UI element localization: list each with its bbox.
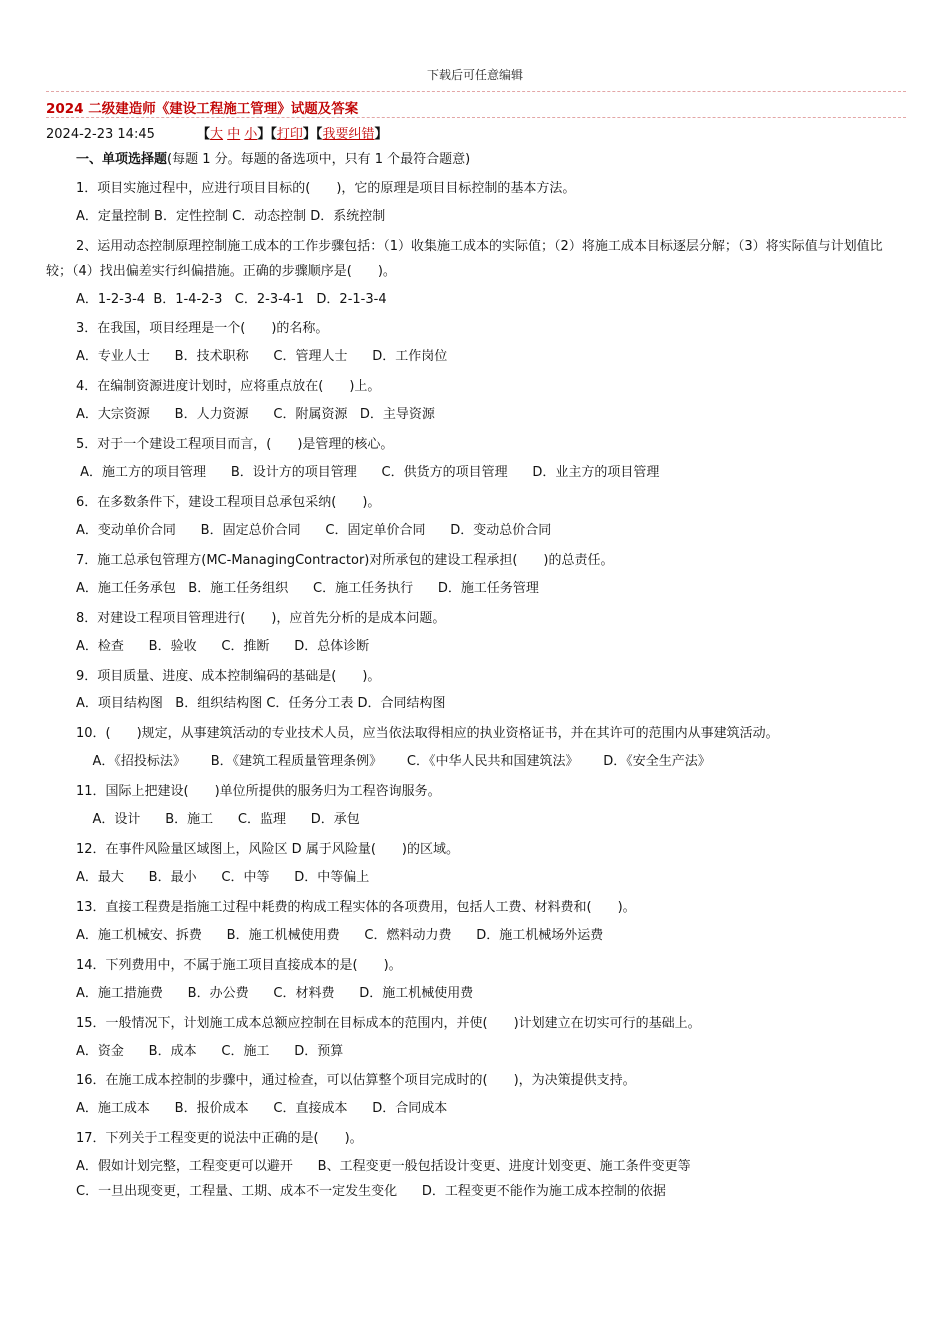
question-stem: 6．在多数条件下，建设工程项目总承包采纳( )。	[76, 495, 381, 510]
question-options: A．施工方的项目管理 B．设计方的项目管理 C．供货方的项目管理 D．业主方的项目管理	[76, 465, 660, 480]
page-header-note: 下载后可任意编辑	[426, 68, 523, 82]
dashed-divider	[46, 91, 906, 92]
print-link[interactable]: 打印	[276, 127, 303, 142]
question-options: A．专业人士 B．技术职称 C．管理人士 D．工作岗位	[76, 349, 448, 364]
meta-line: 2024-2-23 14:45 【大 中 小】【打印】【我要纠错】	[46, 127, 388, 142]
question-options: A．资金 B．成本 C．施工 D．预算	[76, 1044, 344, 1059]
question-stem: 3．在我国，项目经理是一个( )的名称。	[76, 321, 329, 336]
question-options: A．设计 B．施工 C．监理 D．承包	[76, 812, 360, 827]
question-options: A．变动单价合同 B．固定总价合同 C．固定单价合同 D．变动总价合同	[76, 523, 552, 538]
question-stem: 16．在施工成本控制的步骤中，通过检查，可以估算整个项目完成时的( )，为决策提供支持。	[76, 1073, 636, 1088]
question-options: A．施工成本 B．报价成本 C．直接成本 D．合同成本	[76, 1101, 448, 1116]
question-options: A．大宗资源 B．人力资源 C．附属资源 D．主导资源	[76, 407, 435, 422]
question-options: A．1-2-3-4 B．1-4-2-3 C．2-3-4-1 D．2-1-3-4	[76, 292, 387, 307]
question-options: A．项目结构图 B．组织结构图 C．任务分工表 D．合同结构图	[76, 696, 446, 711]
question-options: A．施工措施费 B．办公费 C．材料费 D．施工机械使用费	[76, 986, 474, 1001]
question-options: A．检查 B．验收 C．推断 D．总体诊断	[76, 639, 370, 654]
question-options: A．假如计划完整，工程变更可以避开 B、工程变更一般包括设计变更、进度计划变更、施工条件变更等	[76, 1159, 691, 1174]
question-stem: 1．项目实施过程中，应进行项目目标的( )，它的原理是项目目标控制的基本方法。	[76, 181, 576, 196]
question-options: A．施工任务承包 B．施工任务组织 C．施工任务执行 D．施工任务管理	[76, 581, 539, 596]
question-stem: 7．施工总承包管理方(MC-ManagingContractor)对所承包的建设工程承担( )的总责任。	[76, 553, 614, 568]
question-options: C．一旦出现变更，工程量、工期、成本不一定发生变化 D．工程变更不能作为施工成本控制的依据	[76, 1184, 666, 1199]
question-stem: 5．对于一个建设工程项目而言，( )是管理的核心。	[76, 437, 394, 452]
document-title: 2024 二级建造师《建设工程施工管理》试题及答案	[46, 101, 359, 117]
question-options: A．最大 B．最小 C．中等 D．中等偏上	[76, 870, 370, 885]
question-options: A．施工机械安、拆费 B．施工机械使用费 C．燃料动力费 D．施工机械场外运费	[76, 928, 604, 943]
section-heading	[76, 148, 470, 167]
question-stem: 4．在编制资源进度计划时，应将重点放在( )上。	[76, 379, 381, 394]
question-stem: 2、运用动态控制原理控制施工成本的工作步骤包括：（1）收集施工成本的实际值；（2）将施工成本目标逐层分解；（3）将实际值与计划值比较；（4）找出偏差实行纠偏措施。正确的步骤顺序是( )。	[46, 239, 883, 279]
section-note: (每题 1 分。每题的备选项中，只有 1 个最符合题意)	[167, 152, 471, 167]
question-stem: 13．直接工程费是指施工过程中耗费的构成工程实体的各项费用，包括人工费、材料费和( )。	[76, 900, 636, 915]
question-stem: 12．在事件风险量区域图上，风险区 D 属于风险量( )的区域。	[76, 842, 459, 857]
section-title: 一、单项选择题	[76, 152, 168, 167]
question-stem: 14．下列费用中，不属于施工项目直接成本的是( )。	[76, 958, 402, 973]
font-medium-link[interactable]: 中	[227, 127, 241, 142]
question-stem: 8．对建设工程项目管理进行( )，应首先分析的是成本问题。	[76, 611, 446, 626]
question-stem: 9．项目质量、进度、成本控制编码的基础是( )。	[76, 669, 381, 684]
dashed-divider	[46, 117, 906, 118]
report-error-link[interactable]: 我要纠错	[322, 127, 375, 142]
question-stem: 11．国际上把建设( )单位所提供的服务归为工程咨询服务。	[76, 784, 441, 799]
question-stem: 17．下列关于工程变更的说法中正确的是( )。	[76, 1131, 363, 1146]
question-options: A．《招投标法》 B．《建筑工程质量管理条例》 C．《中华人民共和国建筑法》 D．《安全生产法》	[76, 754, 711, 769]
font-large-link[interactable]: 大	[210, 127, 224, 142]
publish-date: 2024-2-23 14:45	[46, 127, 155, 142]
question-stem: 10．( )规定，从事建筑活动的专业技术人员，应当依法取得相应的执业资格证书，并在其许可的范围内从事建筑活动。	[76, 726, 779, 741]
font-small-link[interactable]: 小	[244, 127, 258, 142]
question-options: A．定量控制 B．定性控制 C．动态控制 D．系统控制	[76, 209, 386, 224]
question-stem: 15．一般情况下，计划施工成本总额应控制在目标成本的范围内，并使( )计划建立在切实可行的基础上。	[76, 1016, 701, 1031]
